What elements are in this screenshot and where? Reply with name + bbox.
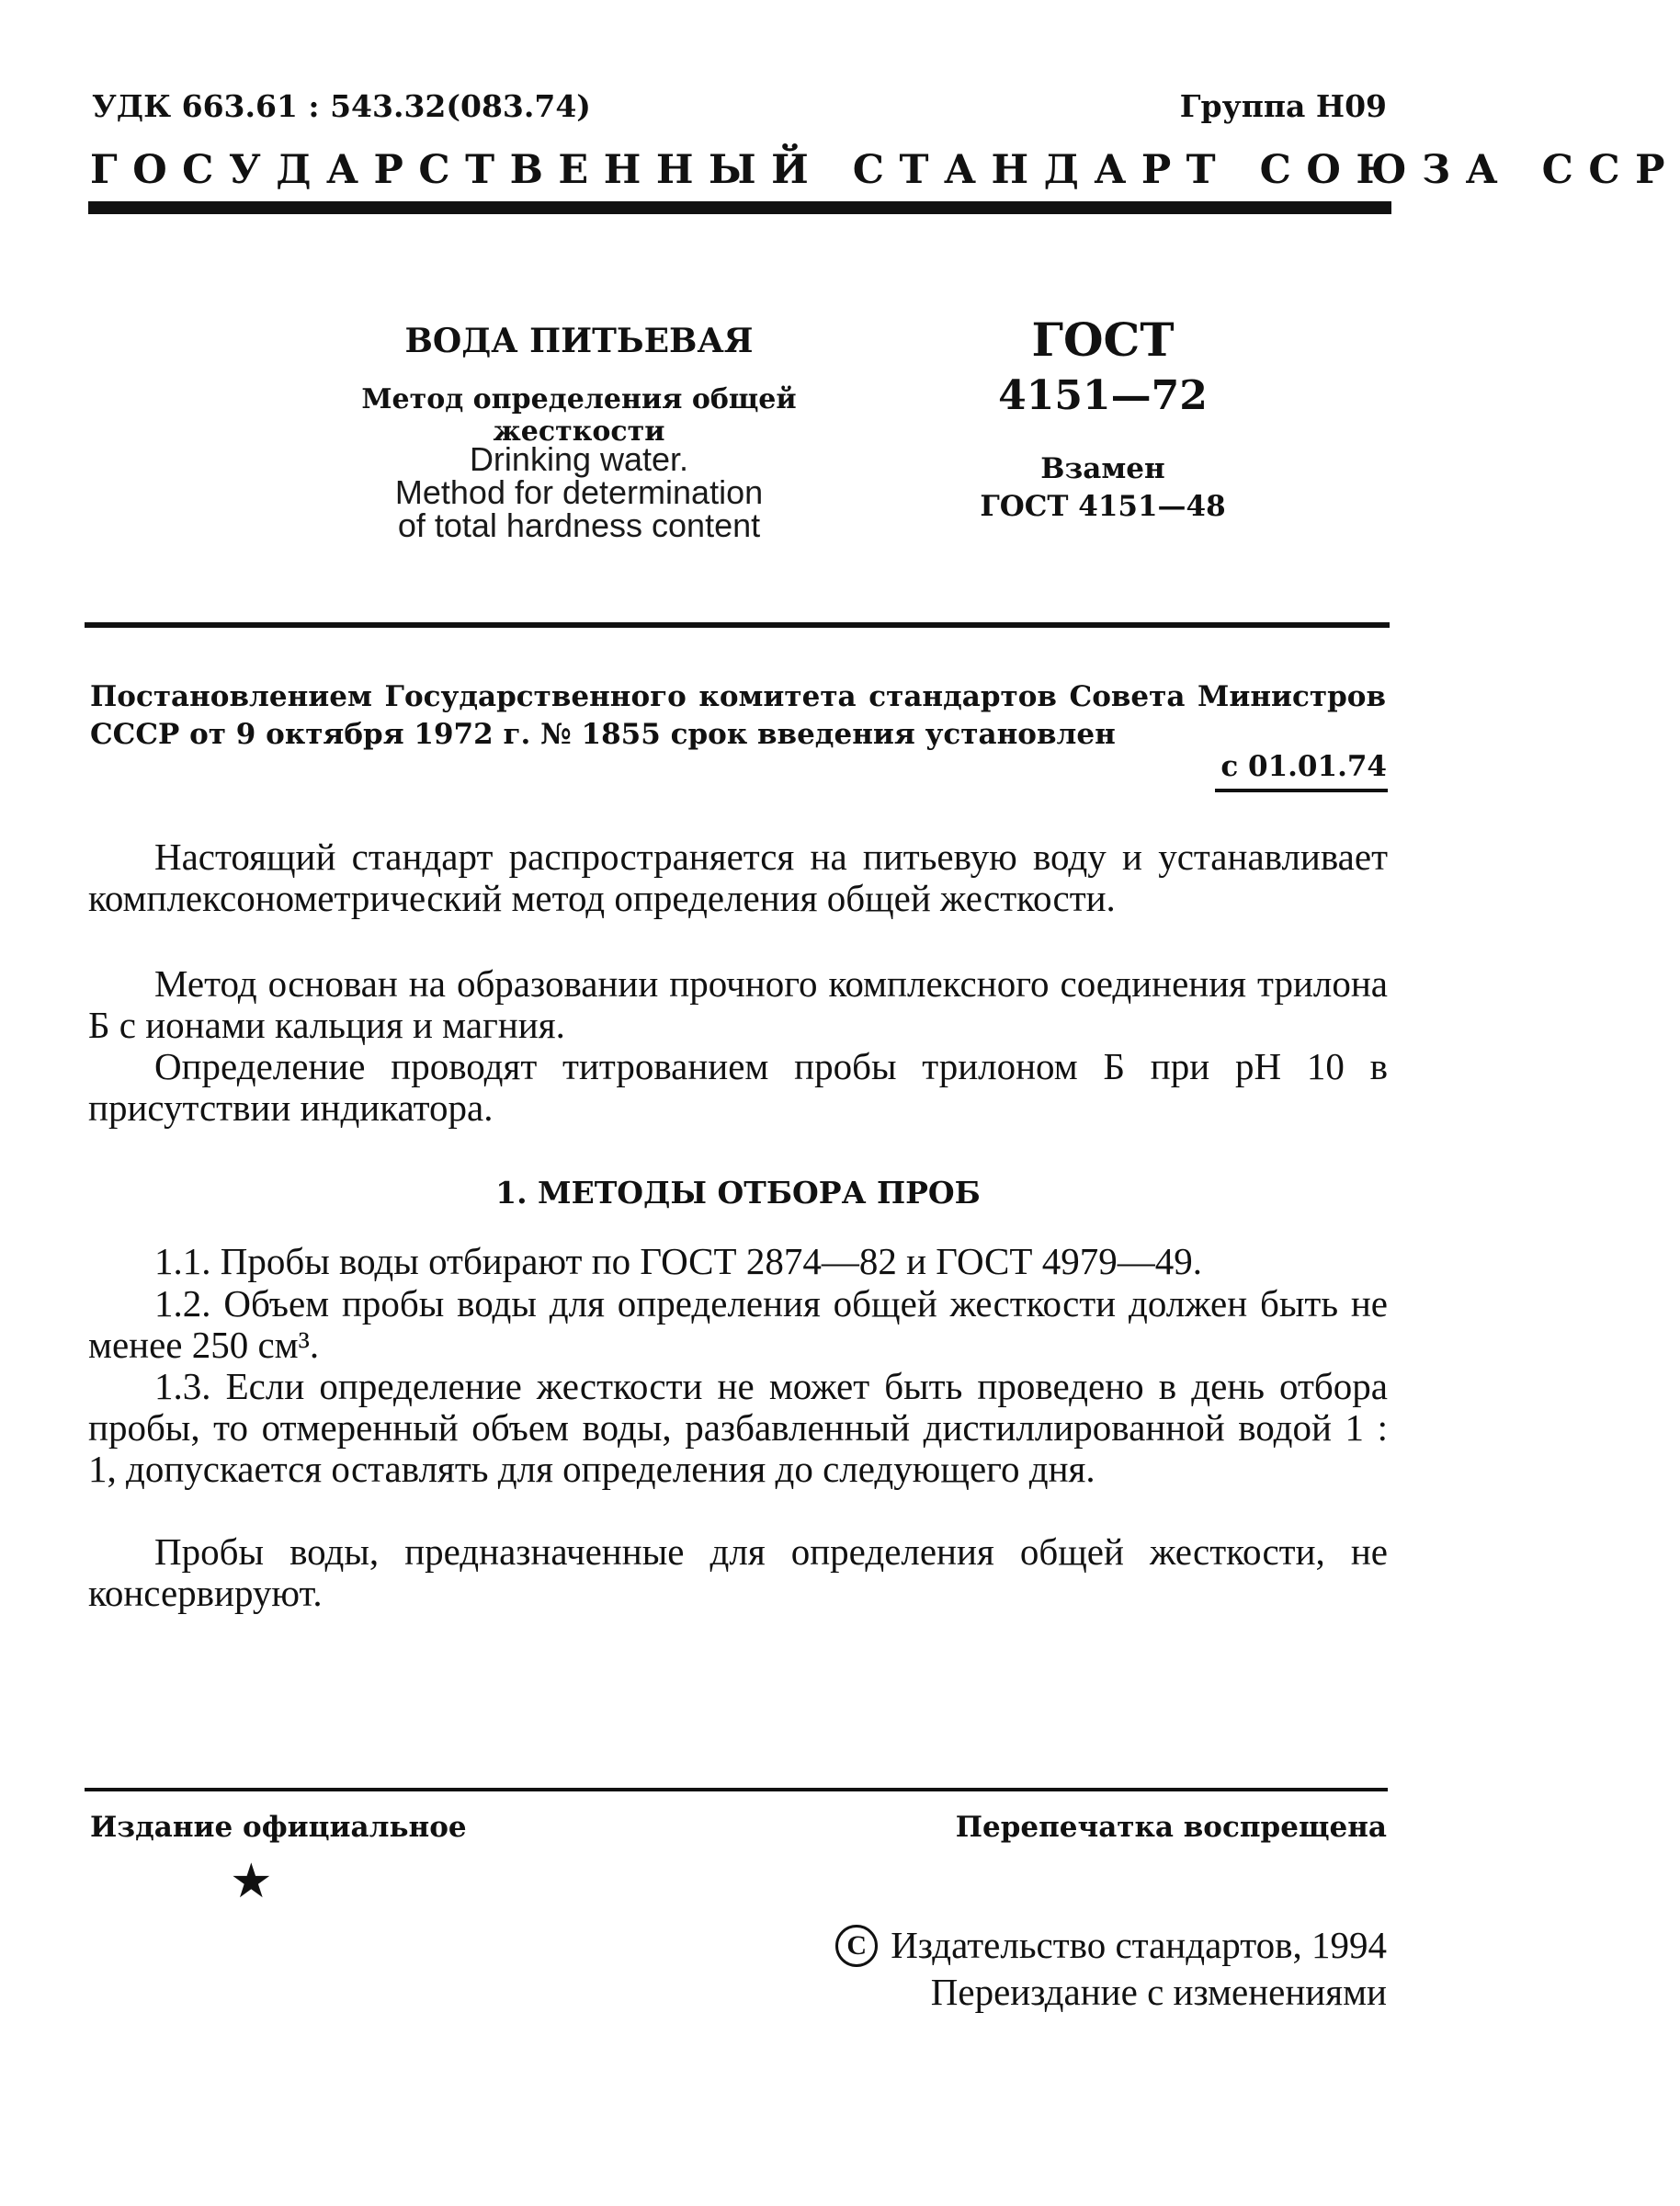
publisher-block	[835, 1924, 1387, 2013]
english-title-line: Method for determination	[394, 473, 764, 511]
english-title-line: of total hardness content	[397, 506, 761, 544]
clause-1-2: 1.2. Объем пробы воды для определения общей жесткости должен быть не менее 250 см³.	[88, 1282, 1388, 1366]
gost-number: 4151—72	[998, 372, 1208, 419]
publisher-line	[835, 1924, 1387, 1971]
title-rule	[85, 622, 1390, 628]
reissue-note: Переиздание с изменениями	[930, 1970, 1387, 2013]
document-subtitle: Метод определения общей жесткости	[361, 383, 797, 448]
date-underline	[1215, 789, 1388, 792]
intro-paragraph-procedure: Определение проводят титрованием пробы трилоном Б при рН 10 в присутствии индикатора.	[88, 1045, 1388, 1129]
english-title-line: Drinking water.	[469, 440, 689, 478]
clause-1-1: 1.1. Пробы воды отбирают по ГОСТ 2874—82 и ГОСТ 4979—49.	[154, 1240, 1202, 1282]
star-icon: ★	[230, 1856, 273, 1908]
decree-text: Постановлением Государственного комитета стандартов Совета Министров СССР от 9 октября 1972 г. № 1855 срок введения установлен	[90, 680, 1386, 751]
replaced-standard: ГОСТ 4151—48	[980, 490, 1226, 523]
section-heading: 1. МЕТОДЫ ОТБОРА ПРОБ	[495, 1175, 981, 1211]
english-title	[312, 440, 846, 544]
copyright-icon: С	[835, 1925, 878, 1967]
reprint-prohibited: Перепечатка воспрещена	[955, 1811, 1387, 1844]
footer-rule	[85, 1788, 1388, 1791]
official-edition: Издание официальное	[90, 1811, 467, 1844]
publisher-name: Издательство стандартов, 1994	[891, 1924, 1387, 1966]
group-code: Группа Н09	[1179, 88, 1387, 124]
state-standard-heading: ГОСУДАРСТВЕННЫЙ СТАНДАРТ СОЮЗА ССР	[90, 147, 1680, 193]
gost-label: ГОСТ	[1031, 313, 1175, 367]
intro-paragraph-method: Метод основан на образовании прочного комплексного соединения трилона Б с ионами кальция и магния.	[88, 962, 1388, 1046]
document-title: ВОДА ПИТЬЕВАЯ	[404, 322, 754, 360]
effective-date: с 01.01.74	[1220, 750, 1387, 783]
intro-paragraph-scope: Настоящий стандарт распространяется на питьевую воду и устанавливает комплексонометрический метод определения общей жесткости.	[88, 836, 1388, 919]
clause-note: Пробы воды, предназначенные для определения общей жесткости, не консервируют.	[88, 1530, 1388, 1614]
udk-code: УДК 663.61 : 543.32(083.74)	[92, 88, 591, 124]
replaces-label: Взамен	[1040, 452, 1165, 485]
header-rule	[88, 201, 1391, 214]
clause-1-3: 1.3. Если определение жесткости не может быть проведено в день отбора пробы, то отмеренный объем воды, разбавленный дистиллированной водой 1 : 1, допускается оставлять для определения до следующего дня.	[88, 1365, 1388, 1490]
